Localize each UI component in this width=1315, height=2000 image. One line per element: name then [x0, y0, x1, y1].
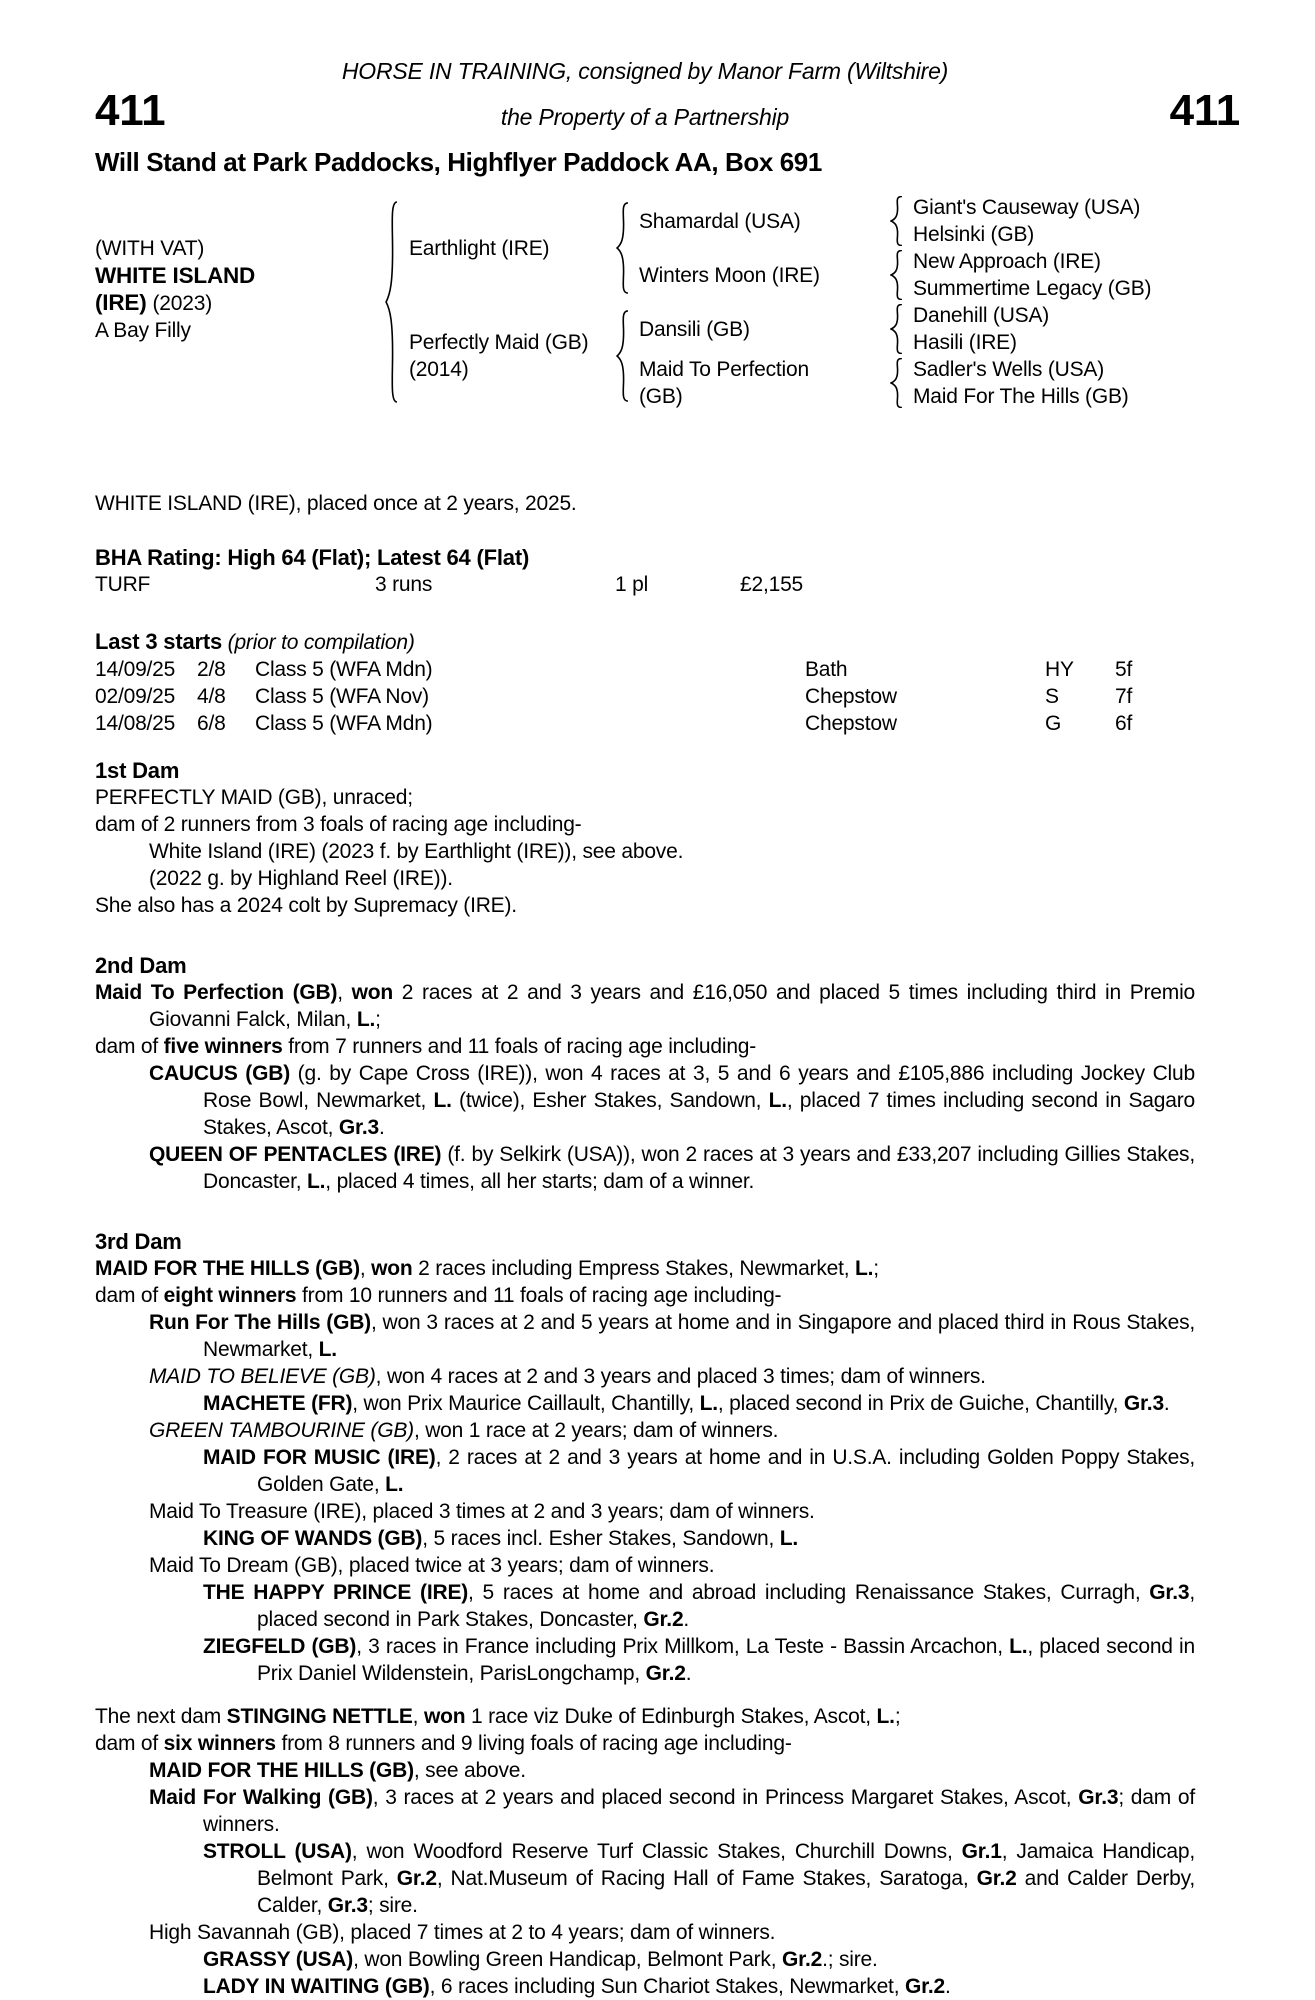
dam-name: Perfectly Maid (GB) (2014)	[409, 331, 589, 381]
property-line: the Property of a Partnership	[500, 104, 790, 130]
dam3-paragraph: Maid To Treasure (IRE), placed 3 times at 2 and 3 years; dam of winners.	[149, 1500, 815, 1523]
sire-name: Earthlight (IRE)	[409, 236, 550, 260]
turf-summary-row	[95, 571, 1195, 598]
dam3-paragraph: MAID FOR THE HILLS (GB), won 2 races including Empress Stakes, Newmarket, L.;	[95, 1257, 879, 1280]
horse-identity-block	[95, 168, 373, 410]
bha-rating-line: BHA Rating: High 64 (Flat); Latest 64 (Flat)	[95, 545, 530, 570]
race-class: Class 5 (WFA Mdn)	[255, 712, 433, 735]
dam3-paragraph: MAID TO BELIEVE (GB), won 4 races at 2 and 3 years and placed 3 times; dam of winners.	[149, 1365, 986, 1388]
dam3-paragraph: GREEN TAMBOURINE (GB), won 1 race at 2 years; dam of winners.	[149, 1419, 779, 1442]
lot-number-left: 411	[95, 86, 166, 135]
race-going: HY	[1045, 658, 1074, 681]
vat-note: (WITH VAT)	[95, 236, 205, 260]
dam3-paragraph: Maid To Dream (GB), placed twice at 3 years; dam of winners.	[149, 1554, 715, 1577]
nextdam-paragraph: dam of six winners from 8 runners and 9 living foals of racing age including-	[95, 1732, 792, 1755]
last-starts-label: Last 3 starts	[95, 629, 223, 654]
race-date: 02/09/25	[95, 685, 176, 708]
dam3-paragraph: THE HAPPY PRINCE (IRE), 5 races at home and abroad including Renaissance Stakes, Curragh, Gr.3, placed second in Park Stakes, Doncaster, Gr.2.	[203, 1581, 1195, 1631]
pedigree-brace-pair-4	[879, 356, 913, 410]
dam1-paragraph: dam of 2 runners from 3 foals of racing age including-	[95, 813, 582, 836]
gen3-ancestor: Helsinki (GB)	[913, 223, 1035, 246]
placings-count: 1 pl	[615, 573, 649, 596]
horse-year: (2023)	[152, 291, 213, 315]
sire-sire: Shamardal (USA)	[639, 209, 801, 233]
nextdam-paragraph: GRASSY (USA), won Bowling Green Handicap, Belmont Park, Gr.2.; sire.	[203, 1948, 878, 1971]
last-starts-note: (prior to compilation)	[227, 631, 415, 654]
gen3-ancestor: Hasili (IRE)	[913, 331, 1017, 354]
gen3-ancestor: Sadler's Wells (USA)	[913, 358, 1104, 381]
race-position: 6/8	[197, 712, 226, 735]
race-class: Class 5 (WFA Mdn)	[255, 658, 433, 681]
dam-sire: Dansili (GB)	[639, 317, 750, 341]
nextdam-paragraph: MAID FOR THE HILLS (GB), see above.	[149, 1759, 526, 1782]
race-date: 14/09/25	[95, 658, 176, 681]
gen3-ancestor: Summertime Legacy (GB)	[913, 277, 1152, 300]
race-result-row	[95, 683, 1195, 710]
gen3-ancestor: New Approach (IRE)	[913, 250, 1101, 273]
dam3-paragraph: MACHETE (FR), won Prix Maurice Caillault, Chantilly, L., placed second in Prix de Guiche, Chantilly, Gr.3.	[203, 1392, 1170, 1415]
pedigree-table	[95, 194, 1195, 410]
section-heading-2nd-dam: 2nd Dam	[95, 953, 187, 978]
pedigree-brace-pair-1	[879, 194, 913, 248]
earnings-amount: £2,155	[740, 573, 804, 596]
pedigree-brace-dam	[605, 302, 639, 410]
runs-count: 3 runs	[375, 573, 433, 596]
horse-description: A Bay Filly	[95, 318, 191, 342]
gen3-ancestor: Danehill (USA)	[913, 304, 1050, 327]
horse-suffix: (IRE)	[95, 289, 147, 315]
nextdam-paragraph: High Savannah (GB), placed 7 times at 2 to 4 years; dam of winners.	[149, 1921, 776, 1944]
dam1-paragraph: PERFECTLY MAID (GB), unraced;	[95, 786, 413, 809]
pedigree-brace-sire	[605, 194, 639, 302]
pedigree-brace-gen1	[373, 194, 409, 410]
consignor-line: HORSE IN TRAINING, consigned by Manor Farm (Wiltshire)	[341, 58, 949, 84]
nextdam-paragraph: Maid For Walking (GB), 3 races at 2 years and placed second in Princess Margaret Stakes, Ascot, Gr.3; dam of winners.	[149, 1786, 1195, 1836]
race-course: Bath	[805, 658, 848, 681]
dam-dam: Maid To Perfection (GB)	[639, 358, 809, 408]
race-position: 2/8	[197, 658, 226, 681]
dam1-paragraph: White Island (IRE) (2023 f. by Earthlight (IRE)), see above.	[149, 840, 684, 863]
gen3-ancestor: Maid For The Hills (GB)	[913, 385, 1129, 408]
race-result-row	[95, 710, 1195, 737]
horse-suffix-year	[95, 289, 373, 317]
section-heading-3rd-dam: 3rd Dam	[95, 1229, 182, 1254]
lot-number-right: 411	[1169, 86, 1240, 135]
last-starts-heading	[95, 628, 1195, 656]
race-distance: 5f	[1115, 658, 1133, 681]
pedigree-brace-pair-3	[879, 302, 913, 356]
dam3-paragraph: MAID FOR MUSIC (IRE), 2 races at 2 and 3 years at home and in U.S.A. including Golden Poppy Stakes, Golden Gate, L.	[203, 1446, 1195, 1496]
next-dam-section	[95, 1703, 1195, 2000]
nextdam-paragraph: The next dam STINGING NETTLE, won 1 race viz Duke of Edinburgh Stakes, Ascot, L.;	[95, 1705, 901, 1728]
horse-name: WHITE ISLAND	[95, 262, 256, 288]
nextdam-paragraph: LADY IN WAITING (GB), 6 races including Sun Chariot Stakes, Newmarket, Gr.2.	[203, 1975, 951, 1998]
dam2-paragraph: dam of five winners from 7 runners and 11 foals of racing age including-	[95, 1035, 757, 1058]
dam2-paragraph: QUEEN OF PENTACLES (IRE) (f. by Selkirk (USA)), won 2 races at 3 years and £33,207 including Gillies Stakes, Doncaster, L., placed 4 times, all her starts; dam of a winner.	[149, 1143, 1195, 1193]
race-going: G	[1045, 712, 1062, 735]
stand-location-line: Will Stand at Park Paddocks, Highflyer Paddock AA, Box 691	[95, 147, 822, 177]
race-position: 4/8	[197, 685, 226, 708]
nextdam-paragraph: STROLL (USA), won Woodford Reserve Turf Classic Stakes, Churchill Downs, Gr.1, Jamaica Handicap, Belmont Park, Gr.2, Nat.Museum of Racing Hall of Fame Stakes, Saratoga, Gr.2 and Calder Derby, Calder, Gr.3; sire.	[203, 1840, 1196, 1917]
lot-row	[95, 86, 1240, 135]
dam2-paragraph: CAUCUS (GB) (g. by Cape Cross (IRE)), won 4 races at 3, 5 and 6 years and £105,886 including Jockey Club Rose Bowl, Newmarket, L. (twice), Esher Stakes, Sandown, L., placed 7 times including second in Sagaro Stakes, Ascot, Gr.3.	[149, 1062, 1195, 1139]
dam1-paragraph: She also has a 2024 colt by Supremacy (IRE).	[95, 894, 517, 917]
race-summary-line: WHITE ISLAND (IRE), placed once at 2 years, 2025.	[95, 492, 577, 515]
section-heading-1st-dam: 1st Dam	[95, 758, 180, 783]
race-date: 14/08/25	[95, 712, 176, 735]
dam2-paragraph: Maid To Perfection (GB), won 2 races at 2 and 3 years and £16,050 and placed 5 times including third in Premio Giovanni Falck, Milan, L.;	[95, 981, 1196, 1031]
gen3-ancestor: Giant's Causeway (USA)	[913, 196, 1141, 219]
dam3-paragraph: KING OF WANDS (GB), 5 races incl. Esher Stakes, Sandown, L.	[203, 1527, 799, 1550]
pedigree-brace-pair-2	[879, 248, 913, 302]
sire-dam: Winters Moon (IRE)	[639, 263, 820, 287]
race-distance: 6f	[1115, 712, 1133, 735]
race-class: Class 5 (WFA Nov)	[255, 685, 429, 708]
race-course: Chepstow	[805, 685, 897, 708]
race-course: Chepstow	[805, 712, 897, 735]
dam3-paragraph: ZIEGFELD (GB), 3 races in France including Prix Millkom, La Teste - Bassin Arcachon, L., placed second in Prix Daniel Wildenstein, ParisLongchamp, Gr.2.	[203, 1635, 1195, 1685]
race-distance: 7f	[1115, 685, 1133, 708]
dam3-paragraph: dam of eight winners from 10 runners and 11 foals of racing age including-	[95, 1284, 782, 1307]
race-going: S	[1045, 685, 1059, 708]
race-result-row	[95, 656, 1195, 683]
surface-label: TURF	[95, 573, 151, 596]
dam1-paragraph: (2022 g. by Highland Reel (IRE)).	[149, 867, 453, 890]
dam3-paragraph: Run For The Hills (GB), won 3 races at 2 and 5 years at home and in Singapore and placed third in Rous Stakes, Newmarket, L.	[149, 1311, 1196, 1361]
